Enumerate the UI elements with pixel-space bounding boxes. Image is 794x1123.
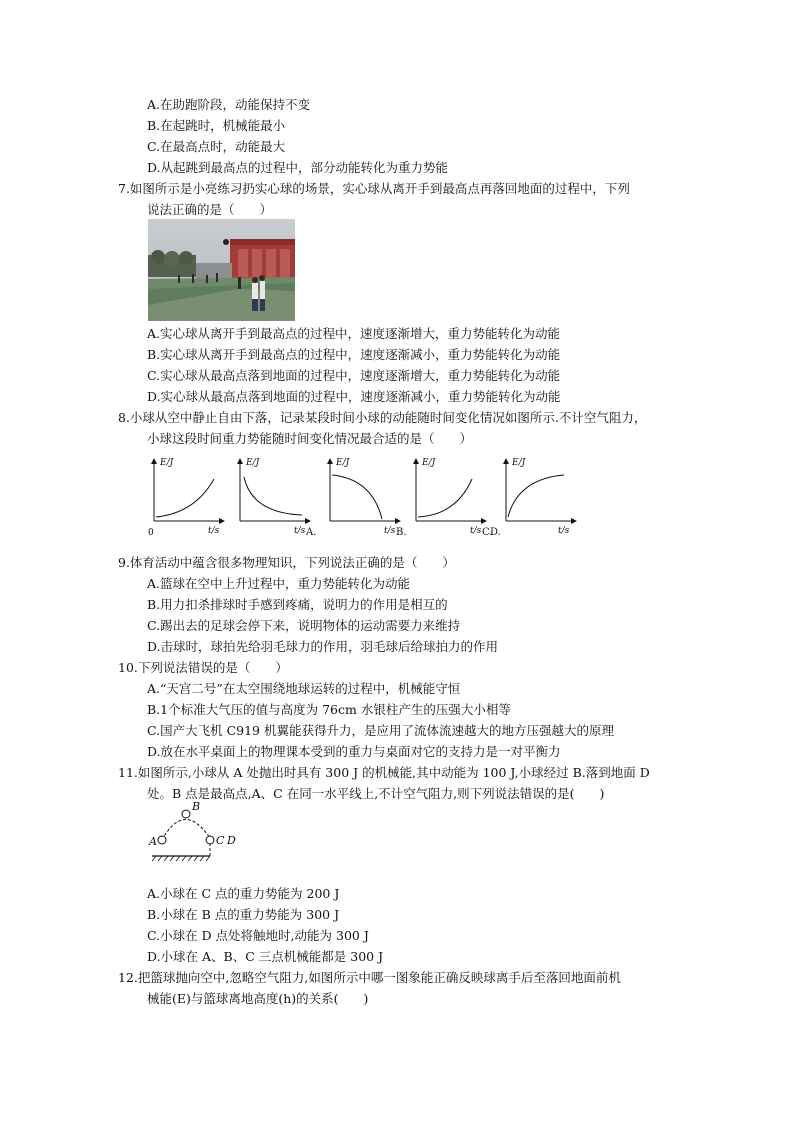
graph-b	[330, 458, 407, 538]
graph-c	[416, 458, 492, 538]
q12-stem-cont: 械能(E)与篮球离地高度(h)的关系( )	[147, 991, 369, 1006]
q9-option-d: D.击球时，球拍先给羽毛球力的作用，羽毛球后给球拍力的作用	[147, 639, 499, 654]
q7-option-c: C.实心球从最高点落到地面的过程中，速度逐渐增大，重力势能转化为动能	[147, 368, 561, 383]
graph-c-label: C.	[482, 527, 493, 538]
graph-given-ylabel: E/J	[160, 458, 174, 468]
label-c: C	[216, 834, 225, 847]
q6-option-a: A.在助跑阶段，动能保持不变	[147, 97, 311, 112]
graph-c-ylabel: E/J	[422, 458, 436, 468]
q11-stem: 11.如图所示,小球从 A 处抛出时具有 300 J 的机械能,其中动能为 100 J,小球经过 B.落到地面 D	[118, 765, 650, 780]
q11-option-a: A.小球在 C 点的重力势能为 200 J	[147, 886, 340, 901]
q10-option-b: B.1个标准大气压的值与高度为 76cm 水银柱产生的压强大小相等	[147, 702, 511, 717]
q10-option-a: A.“天宫二号”在太空围绕地球运转的过程中，机械能守恒	[147, 681, 461, 696]
q11-option-b: B.小球在 B 点的重力势能为 300 J	[147, 907, 340, 922]
graph-b-ylabel: E/J	[336, 458, 350, 468]
graph-a	[240, 458, 316, 538]
q9-stem: 9.体育活动中蕴含很多物理知识，下列说法正确的是（ ）	[118, 555, 455, 570]
q9-option-c: C.踢出去的足球会停下来，说明物体的运动需要力来维持	[147, 618, 461, 633]
q6-option-d: D.从起跳到最高点的过程中，部分动能转化为重力势能	[147, 160, 449, 175]
label-d: D	[227, 834, 236, 847]
graph-a-label: A.	[306, 527, 317, 538]
graph-given-xlabel: t/s	[208, 526, 220, 536]
label-a: A	[149, 835, 157, 848]
graph-b-xlabel: t/s	[384, 526, 396, 536]
q6-option-b: B.在起跳时，机械能最小	[147, 118, 286, 133]
q10-option-d: D.放在水平桌面上的物理课本受到的重力与桌面对它的支持力是一对平衡力	[147, 744, 561, 759]
graph-given	[148, 458, 222, 538]
graph-a-xlabel: t/s	[294, 526, 306, 536]
q8-stem: 8.小球从空中静止自由下落，记录某段时间小球的动能随时间变化情况如图所示.不计空气阻力，	[118, 410, 647, 425]
graph-d-label: D.	[490, 527, 501, 538]
q12-stem: 12.把篮球抛向空中,忽略空气阻力,如图所示中哪一图象能正确反映球离手后至落回地面前机	[118, 970, 621, 985]
q7-stem-cont: 说法正确的是（ ）	[147, 202, 273, 217]
q8-stem-cont: 小球这段时间重力势能随时间变化情况最合适的是（ ）	[147, 431, 473, 446]
shot-put-photo	[148, 219, 295, 321]
graph-c-xlabel: t/s	[470, 526, 482, 536]
q11-stem-cont: 处。B 点是最高点,A、C 在同一水平线上,不计空气阻力,则下列说法错误的是( )	[147, 786, 605, 801]
q6-option-c: C.在最高点时，动能最大	[147, 139, 286, 154]
q9-option-a: A.篮球在空中上升过程中，重力势能转化为动能	[147, 576, 411, 591]
q7-option-d: D.实心球从最高点落到地面的过程中，速度逐渐减小，重力势能转化为动能	[147, 389, 561, 404]
graph-d-xlabel: t/s	[558, 526, 570, 536]
q11-ground	[210, 856, 270, 870]
graph-origin: 0	[148, 528, 154, 538]
label-b: B	[192, 800, 201, 813]
q9-option-b: B.用力扣杀排球时手感到疼痛，说明力的作用是相互的	[147, 597, 448, 612]
q8-graphs	[140, 455, 580, 545]
q7-option-b: B.实心球从离开手到最高点的过程中，速度逐渐减小，重力势能转化为动能	[147, 347, 561, 362]
q7-stem: 7.如图所示是小亮练习扔实心球的场景，实心球从离开手到最高点再落回地面的过程中，下列	[118, 181, 630, 196]
q11-option-c: C.小球在 D 点处将触地时,动能为 300 J	[147, 928, 369, 943]
graph-a-ylabel: E/J	[246, 458, 260, 468]
graph-d-ylabel: E/J	[512, 458, 526, 468]
q7-option-a: A.实心球从离开手到最高点的过程中，速度逐渐增大，重力势能转化为动能	[147, 326, 561, 341]
graph-d	[490, 458, 574, 538]
q11-option-d: D.小球在 A、B、C 三点机械能都是 300 J	[147, 949, 384, 964]
q10-stem: 10.下列说法错误的是（ ）	[118, 660, 288, 675]
q10-option-c: C.国产大飞机 C919 机翼能获得升力，是应用了流体流速越大的地方压强越大的原理	[147, 723, 614, 738]
graph-b-label: B.	[396, 527, 407, 538]
